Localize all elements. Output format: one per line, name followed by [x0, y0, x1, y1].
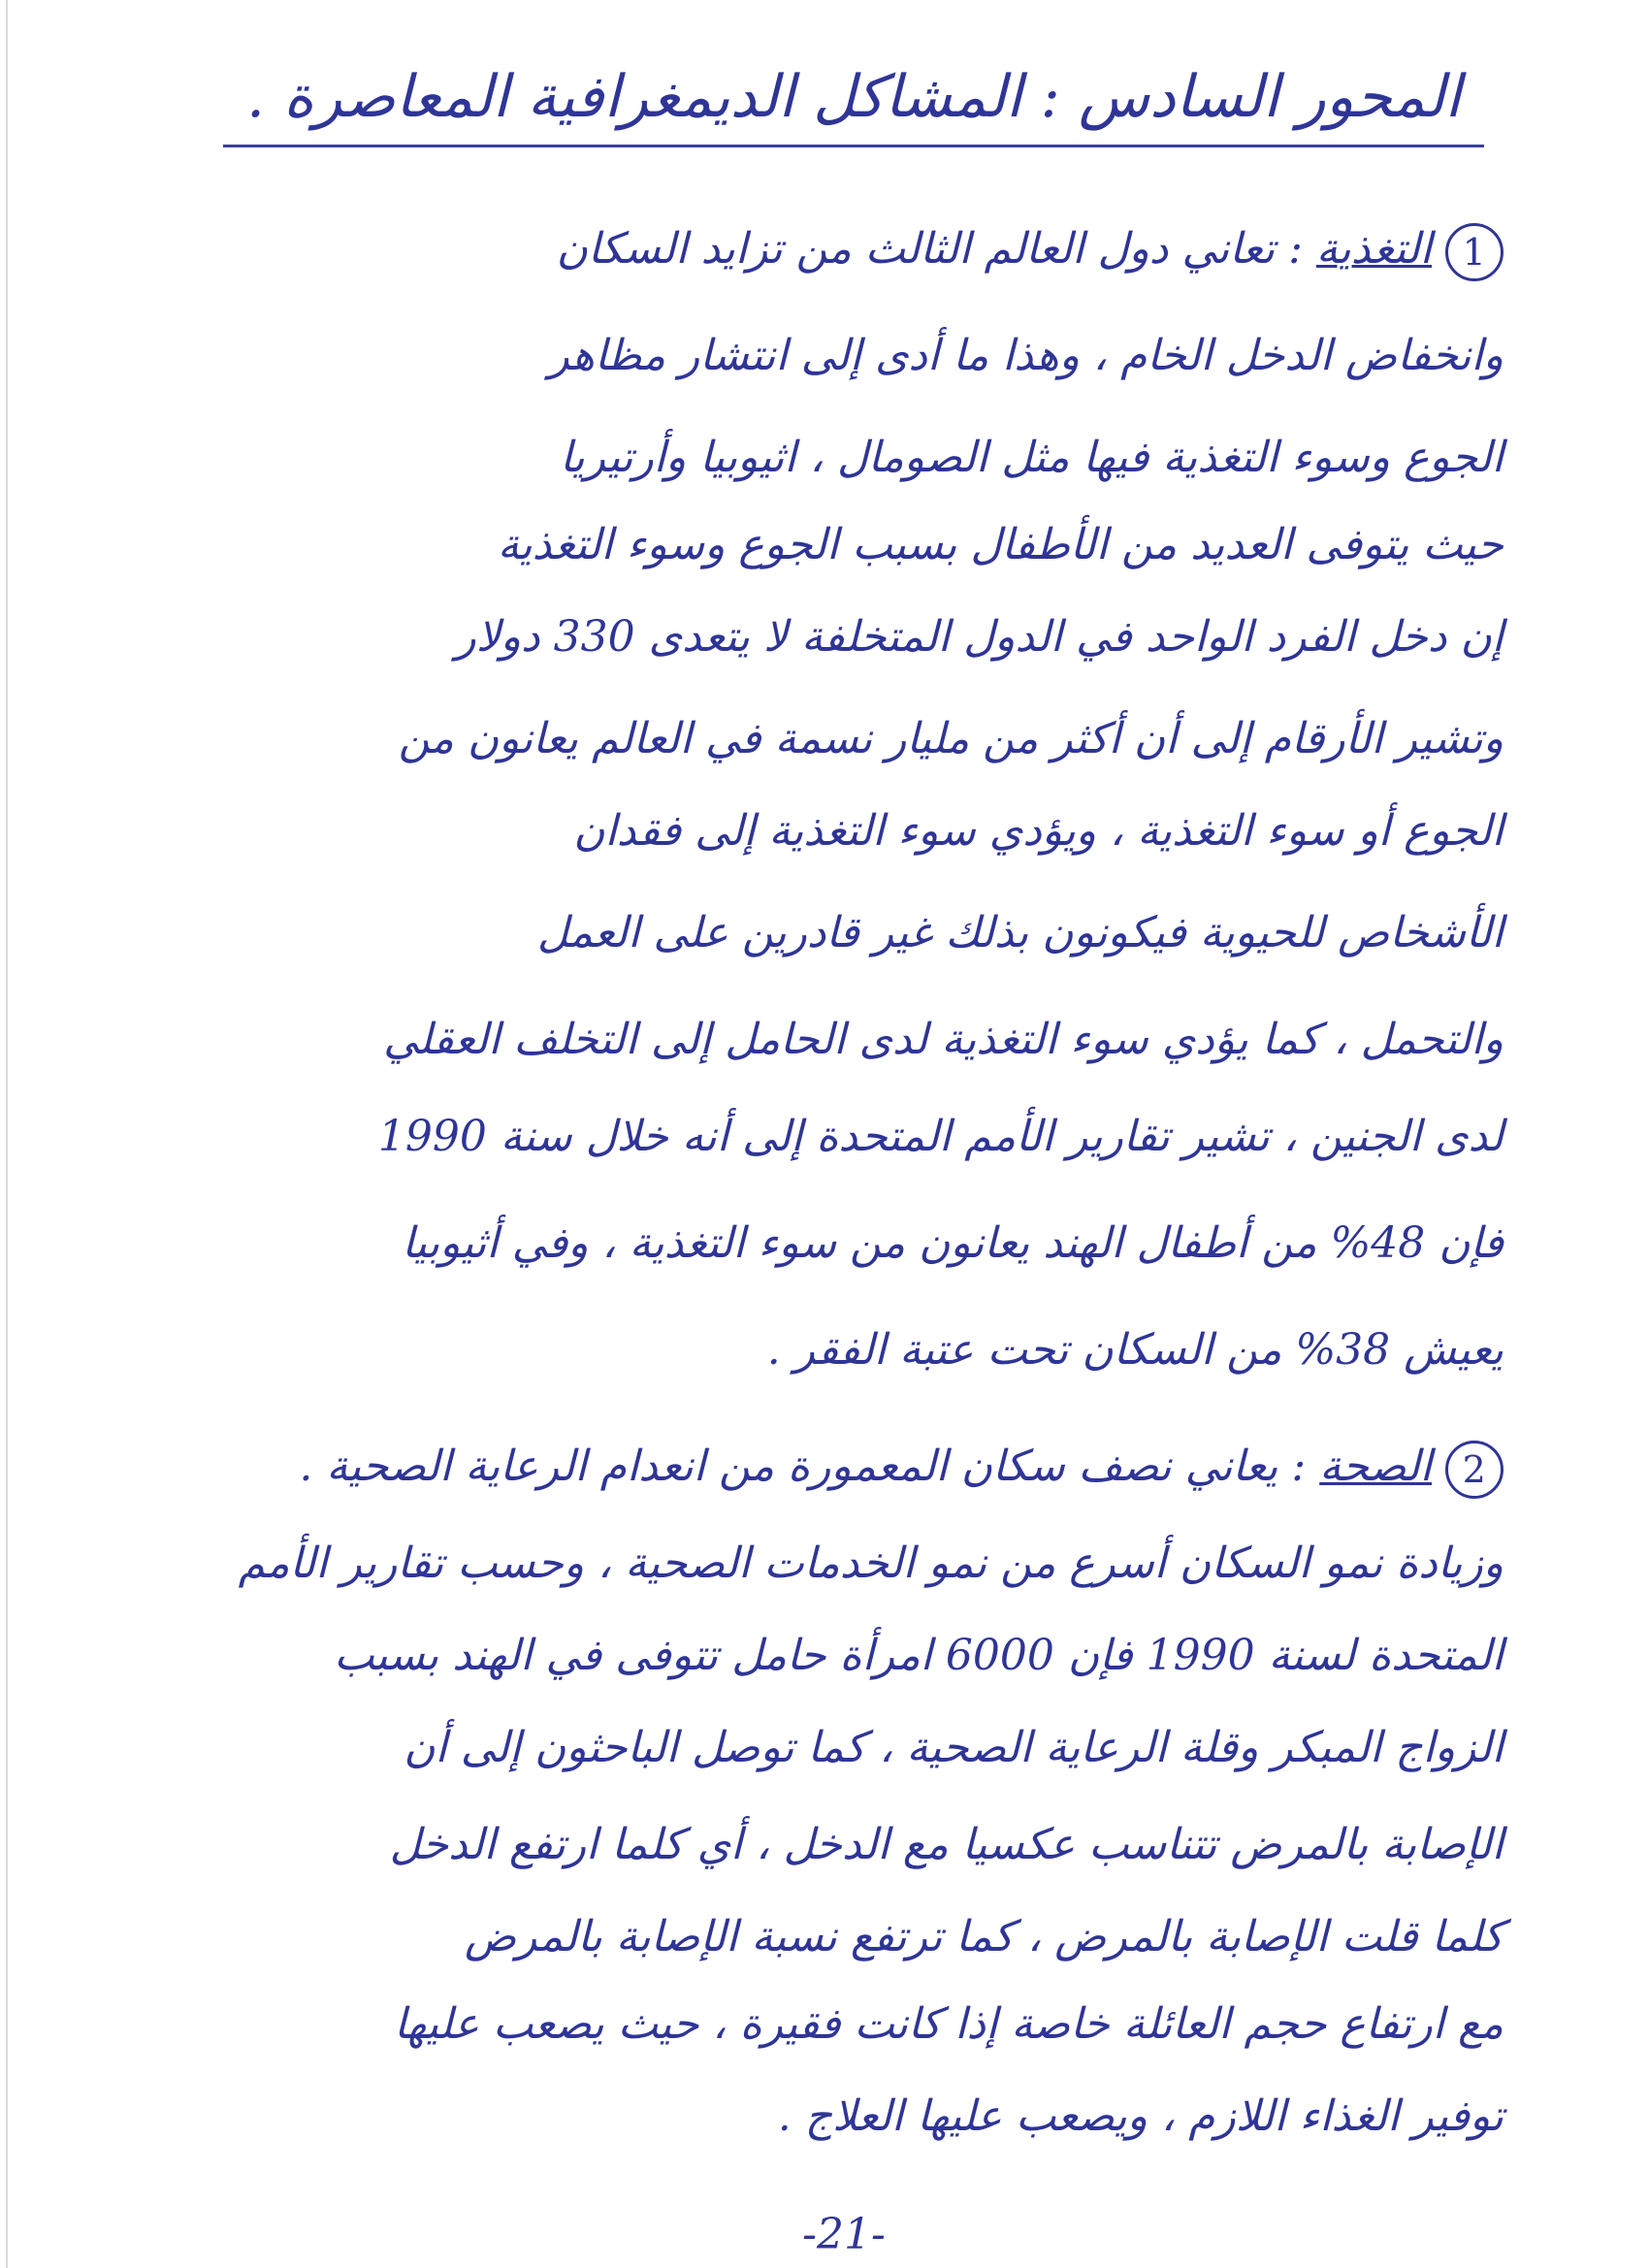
section-2-heading: الصحة — [1319, 1442, 1432, 1491]
section-2-line-7: توفير الغذاء اللازم ، ويصعب عليها العلاج . — [777, 2091, 1504, 2141]
section-1-line-2: الجوع وسوء التغذية فيها مثل الصومال ، اثيوبيا وأرتيريا — [560, 433, 1504, 482]
section-2-line-3: الزواج المبكر وقلة الرعاية الصحية ، كما توصل الباحثون إلى أن — [404, 1723, 1504, 1772]
page-title: المحور السادس : المشاكل الديمغرافية المعاصرة . — [223, 53, 1484, 147]
section-1-line-1: وانخفاض الدخل الخام ، وهذا ما أدى إلى انتشار مظاهر — [548, 331, 1504, 380]
section-1-line-4: إن دخل الفرد الواحد في الدول المتخلفة لا يتعدى 330 دولار — [455, 612, 1504, 662]
section-2-separator: : — [1277, 1442, 1320, 1491]
section-2-heading-line — [146, 1436, 1504, 1499]
section-2-line-5: كلما قلت الإصابة بالمرض ، كما ترتفع نسبة الإصابة بالمرض — [464, 1912, 1504, 1961]
section-2-line-2: المتحدة لسنة 1990 فإن 6000 امرأة حامل تتوفى في الهند بسبب — [334, 1631, 1504, 1680]
section-1-line-0: تعاني دول العالم الثالث من تزايد السكان — [556, 224, 1276, 274]
section-2-line-0: يعاني نصف سكان المعمورة من انعدام الرعاية الصحية . — [299, 1442, 1278, 1491]
scan-edge — [6, 0, 8, 2268]
section-2-line-6: مع ارتفاع حجم العائلة خاصة إذا كانت فقيرة ، حيث يصعب عليها — [394, 1999, 1504, 2049]
section-2-line-1: وزيادة نمو السكان أسرع من نمو الخدمات الصحية ، وحسب تقارير الأمم — [238, 1539, 1504, 1588]
section-1-heading: التغذية — [1315, 224, 1432, 274]
page-number: -21- — [802, 2210, 886, 2259]
section-1-line-5: وتشير الأرقام إلى أن أكثر من مليار نسمة في العالم يعانون من — [398, 714, 1504, 763]
section-1-separator: : — [1275, 224, 1316, 274]
section-1-line-3: حيث يتوفى العديد من الأطفال بسبب الجوع وسوء التغذية — [497, 520, 1504, 569]
section-1-line-8: والتحمل ، كما يؤدي سوء التغذية لدى الحامل إلى التخلف العقلي — [383, 1015, 1504, 1064]
section-1-line-10: فإن 48% من أطفال الهند يعانون من سوء التغذية ، وفي أثيوبيا — [402, 1218, 1504, 1268]
section-1-line-11: يعيش 38% من السكان تحت عتبة الفقر . — [766, 1325, 1504, 1375]
section-2-line-4: الإصابة بالمرض تتناسب عكسيا مع الدخل ، أي كلما ارتفع الدخل — [389, 1820, 1504, 1869]
section-2-number: 2 — [1445, 1441, 1504, 1499]
section-1-number: 1 — [1445, 223, 1504, 281]
section-1-heading-line — [146, 218, 1504, 281]
section-1-line-7: الأشخاص للحيوية فيكونون بذلك غير قادرين على العمل — [536, 908, 1504, 957]
section-1-line-6: الجوع أو سوء التغذية ، ويؤدي سوء التغذية إلى فقدان — [573, 806, 1504, 856]
section-1-line-9: لدى الجنين ، تشير تقارير الأمم المتحدة إلى أنه خلال سنة 1990 — [377, 1112, 1504, 1161]
